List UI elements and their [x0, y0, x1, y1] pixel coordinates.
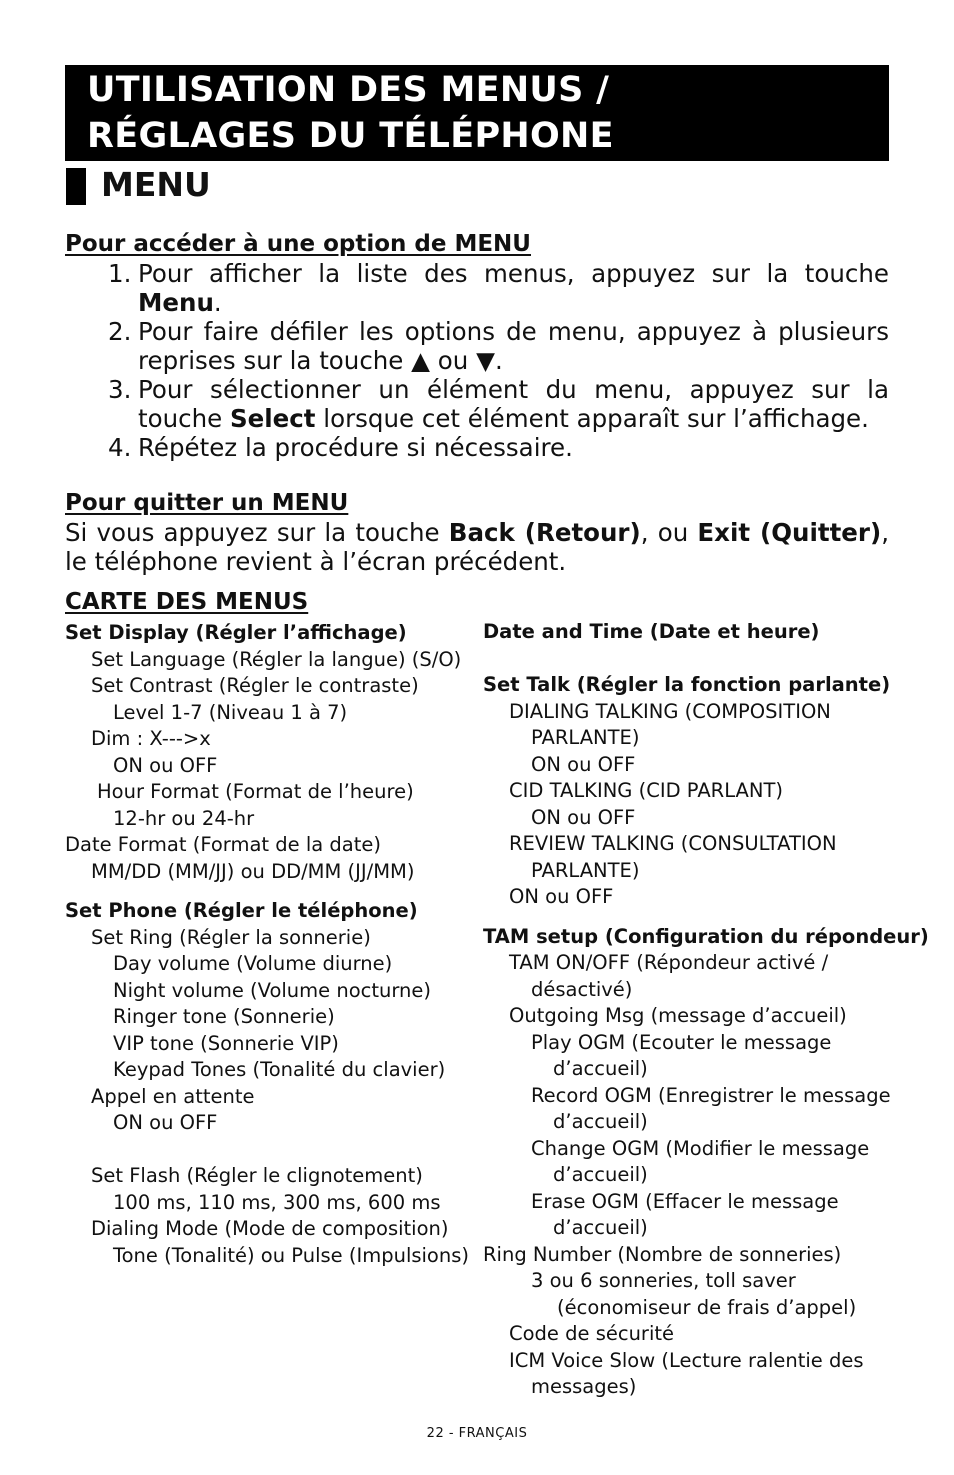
menu-item: ON ou OFF [113, 1111, 218, 1134]
step-number: 2. [108, 317, 132, 346]
menu-group-heading: Set Talk (Régler la fonction parlante) [483, 673, 891, 696]
section-title: MENU [101, 165, 211, 204]
step-4 [108, 433, 889, 462]
menu-map-heading: CARTE DES MENUS [65, 589, 309, 615]
page-title-line-2: RÉGLAGES DU TÉLÉPHONE [87, 116, 614, 156]
menu-item: Record OGM (Enregistrer le message [531, 1083, 891, 1107]
menu-group-heading: TAM setup (Configuration du répondeur) [483, 924, 929, 948]
menu-item: TAM ON/OFF (Répondeur activé / [509, 951, 829, 974]
menu-item: désactivé) [531, 977, 633, 1001]
menu-item: Day volume (Volume diurne) [113, 952, 393, 975]
menu-item: d’accueil) [553, 1216, 648, 1239]
menu-item: Code de sécurité [509, 1322, 675, 1345]
quit-heading: Pour quitter un MENU [65, 490, 349, 516]
step-1 [108, 259, 889, 317]
access-heading: Pour accéder à une option de MENU [65, 231, 531, 257]
menu-item: Set Ring (Régler la sonnerie) [91, 925, 371, 949]
menu-item: Appel en attente [91, 1084, 255, 1108]
key-name: Select [229, 404, 316, 433]
menu-item: Dim : X--->x [91, 727, 211, 750]
page-footer: 22 - FRANÇAIS [426, 1426, 528, 1441]
menu-item: VIP tone (Sonnerie VIP) [113, 1031, 339, 1055]
quit-text-end: , le téléphone revient à l’écran précédent. [65, 518, 889, 576]
menu-item: ON ou OFF [509, 885, 614, 908]
section-marker-bar [66, 168, 86, 205]
menu-item: Night volume (Volume nocturne) [113, 978, 432, 1002]
step-text: Répétez la procédure si nécessaire. [138, 433, 573, 462]
menu-item: Dialing Mode (Mode de composition) [91, 1217, 449, 1240]
menu-item: Erase OGM (Effacer le message [531, 1189, 839, 1213]
menu-item: 3 ou 6 sonneries, toll saver [531, 1269, 796, 1292]
exit-key: Exit (Quitter) [697, 518, 882, 547]
step-text: Pour afficher la liste des menus, appuyez sur la touche [138, 259, 889, 288]
step-number: 3. [108, 375, 132, 404]
menu-item: (économiseur de frais d’appel) [557, 1295, 857, 1319]
step-2 [108, 317, 889, 375]
menu-item: Play OGM (Ecouter le message [531, 1030, 832, 1054]
key-name: Menu [138, 288, 214, 317]
menu-item: ON ou OFF [531, 805, 636, 829]
step-text: Pour sélectionner un élément du menu, appuyez sur la touche [138, 375, 889, 433]
menu-group-heading: Date and Time (Date et heure) [483, 620, 820, 643]
menu-item: PARLANTE) [531, 726, 640, 749]
menu-item: d’accueil) [553, 1057, 648, 1080]
menu-item: Set Contrast (Régler le contraste) [91, 674, 419, 697]
menu-map-left-column [65, 620, 469, 1269]
menu-item: Tone (Tonalité) ou Pulse (Impulsions) [113, 1243, 469, 1267]
menu-map-right-column [483, 619, 929, 1401]
menu-item: d’accueil) [553, 1110, 648, 1133]
menu-item: PARLANTE) [531, 858, 640, 882]
menu-item: ICM Voice Slow (Lecture ralentie des [509, 1348, 864, 1372]
menu-item: Change OGM (Modifier le message [531, 1136, 870, 1160]
menu-item: Outgoing Msg (message d’accueil) [509, 1004, 847, 1027]
menu-item: REVIEW TALKING (CONSULTATION [509, 832, 837, 855]
quit-text-mid: , ou [640, 518, 698, 547]
menu-item: Level 1-7 (Niveau 1 à 7) [113, 700, 348, 724]
menu-item: Set Language (Régler la langue) (S/O) [91, 647, 462, 671]
menu-item: ON ou OFF [113, 753, 218, 777]
menu-item: MM/DD (MM/JJ) ou DD/MM (JJ/MM) [91, 859, 415, 883]
menu-item: Keypad Tones (Tonalité du clavier) [113, 1058, 446, 1081]
spacer [483, 646, 929, 673]
spacer [483, 911, 929, 924]
menu-group-heading: Set Display (Régler l’affichage) [65, 621, 407, 644]
menu-item: Set Flash (Régler le clignotement) [91, 1164, 423, 1187]
step-number: 1. [108, 259, 132, 288]
menu-group-heading: Set Phone (Régler le téléphone) [65, 899, 418, 922]
menu-item: Ringer tone (Sonnerie) [113, 1005, 335, 1028]
step-text: Pour faire défiler les options de menu, appuyez à plusieurs reprises sur la touche ▲ ou ▼. [138, 317, 889, 375]
menu-item: messages) [531, 1375, 637, 1398]
quit-paragraph [65, 518, 889, 576]
menu-item: 100 ms, 110 ms, 300 ms, 600 ms [113, 1190, 441, 1214]
step-text-end: . [213, 288, 222, 317]
menu-item: ON ou OFF [531, 752, 636, 776]
quit-text: Si vous appuyez sur la touche [65, 518, 449, 547]
menu-item: d’accueil) [553, 1163, 648, 1186]
menu-item: DIALING TALKING (COMPOSITION [509, 699, 831, 723]
page-title-line-1: UTILISATION DES MENUS / [87, 70, 610, 110]
step-number: 4. [108, 433, 132, 462]
access-steps [108, 259, 889, 462]
menu-item: Ring Number (Nombre de sonneries) [483, 1242, 842, 1266]
step-3 [108, 375, 889, 433]
title-banner [65, 65, 889, 161]
menu-item: CID TALKING (CID PARLANT) [509, 779, 783, 802]
menu-item: Hour Format (Format de l’heure) [97, 780, 414, 803]
spacer [65, 1137, 469, 1164]
step-text-end: lorsque cet élément apparaît sur l’affichage. [315, 404, 869, 433]
menu-item: 12-hr ou 24-hr [113, 806, 255, 830]
menu-item: Date Format (Format de la date) [65, 833, 381, 856]
back-key: Back (Retour) [448, 518, 641, 547]
spacer [65, 885, 469, 898]
